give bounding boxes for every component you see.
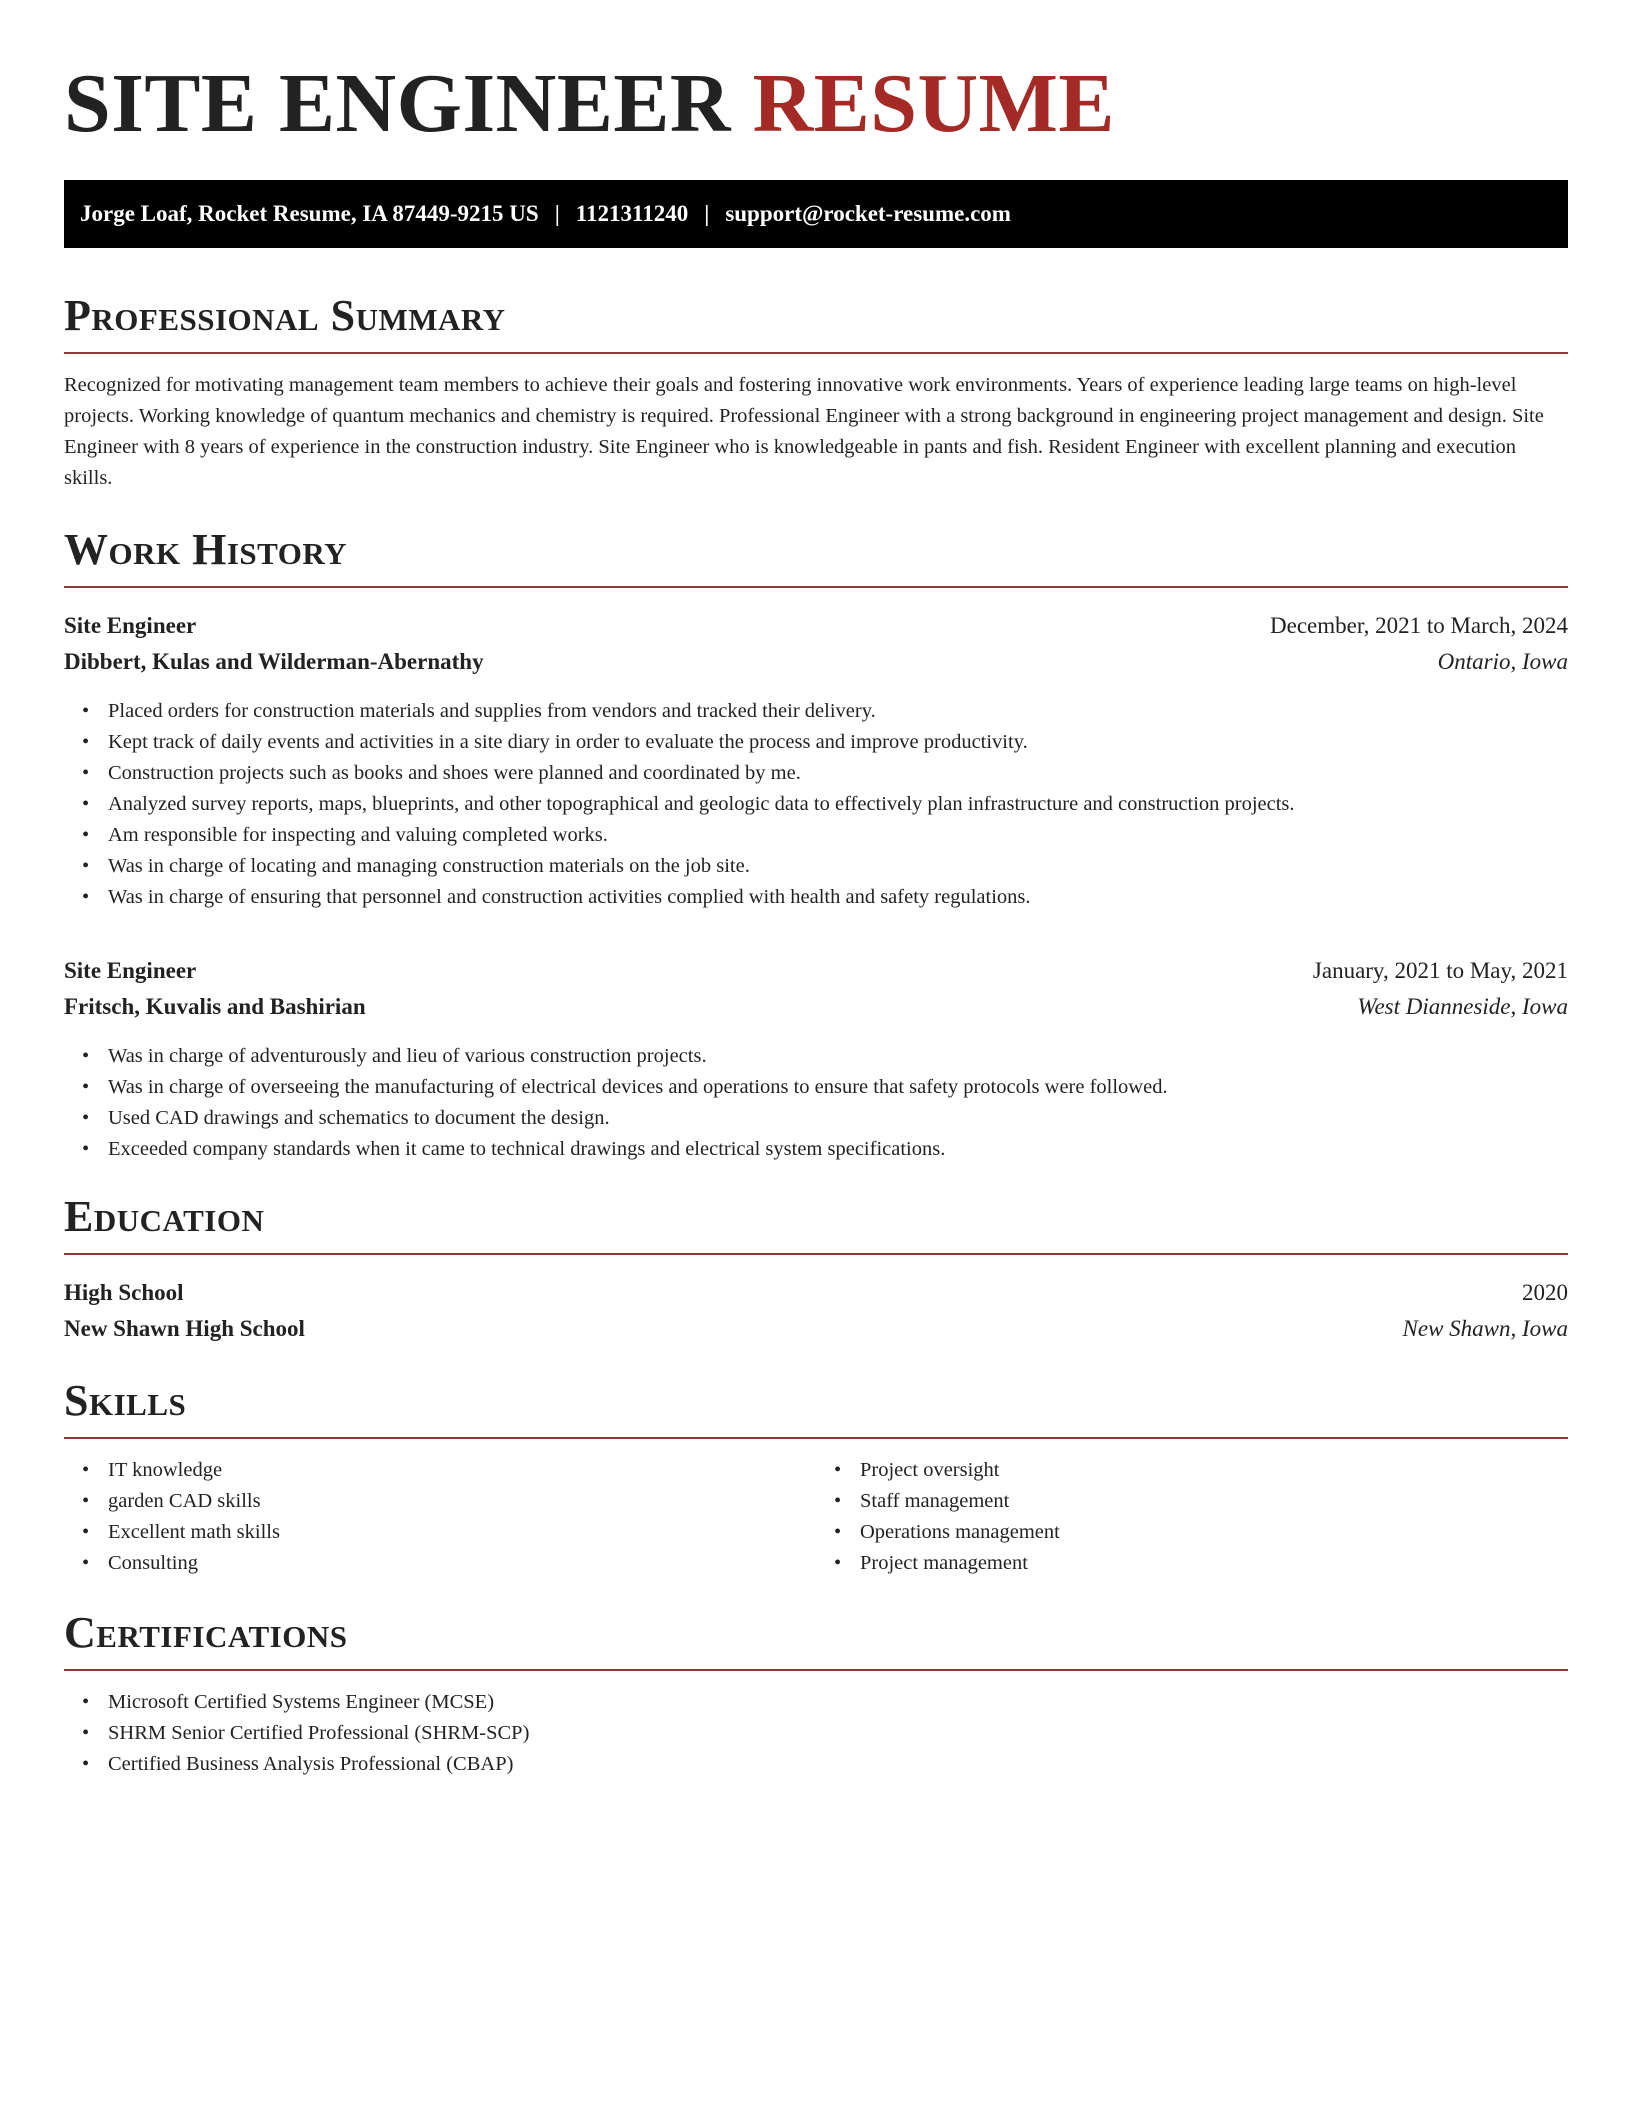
list-item: • Was in charge of overseeing the manufacturing of electrical devices and operations to ensure that safety protocols were followed.	[108, 1072, 1568, 1103]
section-heading-summary: Professional Summary	[64, 290, 1568, 354]
skills-section	[64, 1375, 1568, 1579]
certifications-section	[64, 1607, 1568, 1780]
certifications-list	[64, 1687, 1568, 1780]
section-heading-skills: Skills	[64, 1375, 1568, 1439]
skills-list-left	[64, 1455, 816, 1579]
job-entry	[64, 953, 1568, 1165]
list-item: • Microsoft Certified Systems Engineer (MCSE)	[108, 1687, 1568, 1718]
job-header-row	[64, 953, 1568, 989]
list-item: • Was in charge of ensuring that personnel and construction activities complied with health and safety regulations.	[108, 882, 1568, 913]
list-item: • garden CAD skills	[108, 1486, 816, 1517]
job-duties-list	[64, 1041, 1568, 1165]
summary-text: Recognized for motivating management team members to achieve their goals and fostering innovative work environments. Years of experience leading large teams on high-level projects. Working knowledge of quantum mechanics and chemistry is required. Professional Engineer with a strong background in engineering project management and design. Site Engineer with 8 years of experience in the construction industry. Site Engineer who is knowledgeable in pants and fish. Resident Engineer with excellent planning and execution skills.	[64, 374, 1544, 489]
education-entry	[64, 1275, 1568, 1347]
education-section	[64, 1191, 1568, 1347]
job-duties-list	[64, 696, 1568, 913]
section-heading-certifications: Certifications	[64, 1607, 1568, 1671]
job-company-row	[64, 644, 1568, 680]
list-item: • Construction projects such as books and shoes were planned and coordinated by me.	[108, 758, 1568, 789]
list-item: • Excellent math skills	[108, 1517, 816, 1548]
work-history-section	[64, 524, 1568, 1165]
education-location: New Shawn, Iowa	[1402, 1316, 1568, 1341]
list-item: • Was in charge of locating and managing construction materials on the job site.	[108, 851, 1568, 882]
list-item: • Used CAD drawings and schematics to document the design.	[108, 1103, 1568, 1134]
education-header-row	[64, 1275, 1568, 1311]
job-title: Site Engineer	[64, 613, 197, 638]
list-item: • IT knowledge	[108, 1455, 816, 1486]
title-accent: RESUME	[752, 57, 1115, 150]
job-header-row	[64, 608, 1568, 644]
job-location: West Dianneside, Iowa	[1357, 994, 1568, 1019]
job-company: Fritsch, Kuvalis and Bashirian	[64, 994, 366, 1019]
contact-bar	[64, 180, 1568, 248]
list-item: • Placed orders for construction materials and supplies from vendors and tracked their delivery.	[108, 696, 1568, 727]
education-school: New Shawn High School	[64, 1316, 305, 1341]
job-title: Site Engineer	[64, 958, 197, 983]
contact-separator: |	[554, 201, 560, 226]
job-dates: January, 2021 to May, 2021	[1312, 958, 1568, 983]
list-item: • Am responsible for inspecting and valuing completed works.	[108, 820, 1568, 851]
contact-phone[interactable]: 1121311240	[575, 201, 689, 226]
job-company: Dibbert, Kulas and Wilderman-Abernathy	[64, 649, 484, 674]
contact-separator: |	[704, 201, 710, 226]
contact-address: Jorge Loaf, Rocket Resume, IA 87449-9215 US	[80, 201, 539, 226]
skills-grid	[64, 1455, 1568, 1579]
list-item: • Operations management	[860, 1517, 1568, 1548]
list-item: • Project oversight	[860, 1455, 1568, 1486]
education-year: 2020	[1522, 1280, 1568, 1305]
job-dates: December, 2021 to March, 2024	[1270, 613, 1568, 638]
list-item: • Staff management	[860, 1486, 1568, 1517]
list-item: • Certified Business Analysis Professional (CBAP)	[108, 1749, 1568, 1780]
job-location: Ontario, Iowa	[1437, 649, 1568, 674]
list-item: • Project management	[860, 1548, 1568, 1579]
list-item: • Was in charge of adventurously and lieu of various construction projects.	[108, 1041, 1568, 1072]
skills-list-right	[816, 1455, 1568, 1579]
job-company-row	[64, 989, 1568, 1025]
list-item: • Analyzed survey reports, maps, blueprints, and other topographical and geologic data to effectively plan infrastructure and construction projects.	[108, 789, 1568, 820]
professional-summary-section	[64, 290, 1568, 494]
list-item: • Kept track of daily events and activities in a site diary in order to evaluate the process and improve productivity.	[108, 727, 1568, 758]
title-main: SITE ENGINEER	[64, 57, 732, 150]
education-school-row	[64, 1311, 1568, 1347]
job-entry	[64, 608, 1568, 913]
resume-title	[64, 0, 1568, 152]
section-heading-work-history: Work History	[64, 524, 1568, 588]
list-item: • Consulting	[108, 1548, 816, 1579]
list-item: • SHRM Senior Certified Professional (SHRM-SCP)	[108, 1718, 1568, 1749]
contact-email[interactable]: support@rocket-resume.com	[725, 201, 1011, 226]
education-degree: High School	[64, 1280, 184, 1305]
section-heading-education: Education	[64, 1191, 1568, 1255]
list-item: • Exceeded company standards when it came to technical drawings and electrical system specifications.	[108, 1134, 1568, 1165]
